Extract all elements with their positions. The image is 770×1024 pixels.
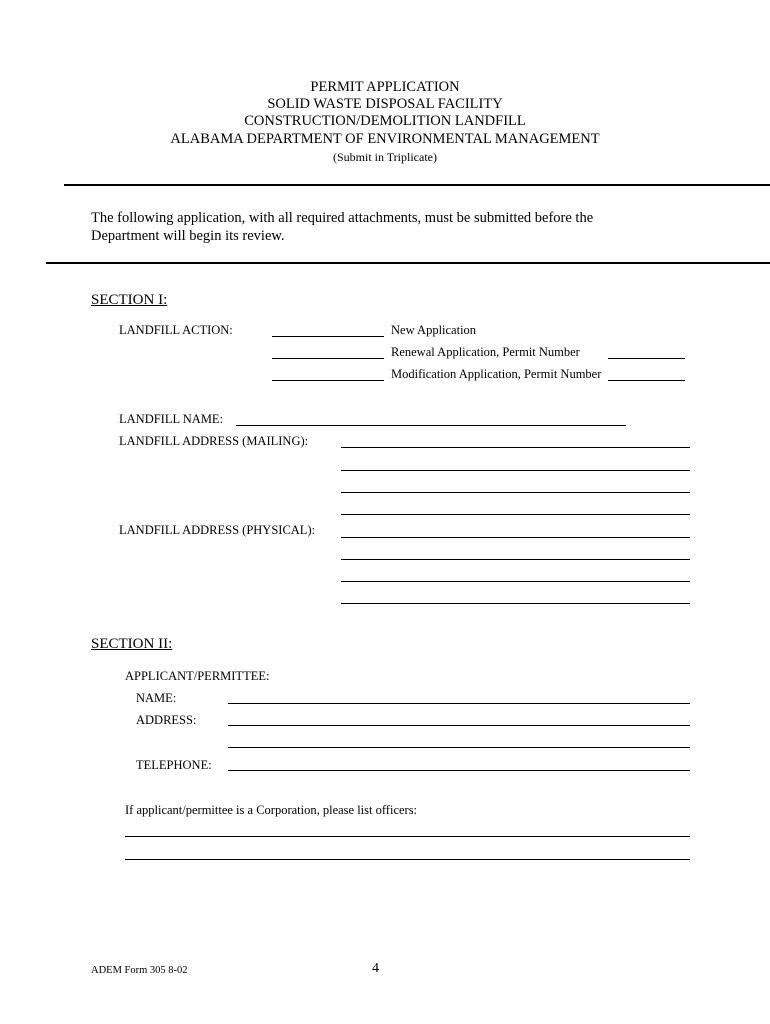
physical-address-line-2[interactable]	[341, 559, 690, 560]
name-label: NAME:	[136, 691, 177, 705]
intro-divider	[46, 262, 770, 264]
mailing-address-line-2[interactable]	[341, 470, 690, 471]
applicant-address-line-2[interactable]	[228, 747, 690, 748]
mailing-address-line-1[interactable]	[341, 447, 690, 448]
section-1-title: SECTION I:	[91, 292, 168, 308]
applicant-permittee-label: APPLICANT/PERMITTEE:	[125, 669, 270, 683]
mailing-address-line-3[interactable]	[341, 492, 690, 493]
physical-address-line-1[interactable]	[341, 537, 690, 538]
physical-address-line-4[interactable]	[341, 603, 690, 604]
section-2-title: SECTION II:	[91, 636, 173, 652]
physical-address-label: LANDFILL ADDRESS (PHYSICAL):	[119, 523, 316, 537]
form-id: ADEM Form 305 8-02	[91, 965, 188, 976]
modification-application-blank[interactable]	[272, 380, 384, 381]
telephone-label: TELEPHONE:	[136, 758, 212, 772]
modification-application-label: Modification Application, Permit Number	[391, 367, 602, 381]
address-label: ADDRESS:	[136, 713, 197, 727]
header-title-3: CONSTRUCTION/DEMOLITION LANDFILL	[244, 113, 526, 129]
renewal-application-blank[interactable]	[272, 358, 384, 359]
applicant-telephone-field[interactable]	[228, 770, 690, 771]
header-title-2: SOLID WASTE DISPOSAL FACILITY	[267, 96, 503, 112]
header-title-4: ALABAMA DEPARTMENT OF ENVIRONMENTAL MANAGEMENT	[170, 131, 600, 147]
applicant-address-line-1[interactable]	[228, 725, 690, 726]
landfill-name-label: LANDFILL NAME:	[119, 412, 224, 426]
header-submit-note: (Submit in Triplicate)	[332, 150, 437, 164]
page-number: 4	[372, 961, 379, 976]
new-application-label: New Application	[391, 323, 477, 337]
modification-permit-number-field[interactable]	[608, 380, 685, 381]
renewal-application-label: Renewal Application, Permit Number	[391, 345, 580, 359]
mailing-address-line-4[interactable]	[341, 514, 690, 515]
corporation-officers-note: If applicant/permittee is a Corporation, please list officers:	[125, 803, 418, 817]
header-title-1: PERMIT APPLICATION	[310, 79, 460, 95]
corporation-officers-line-1[interactable]	[125, 836, 690, 837]
landfill-name-field[interactable]	[236, 425, 626, 426]
renewal-permit-number-field[interactable]	[608, 358, 685, 359]
intro-line-2: Department will begin its review.	[91, 228, 285, 244]
corporation-officers-line-2[interactable]	[125, 859, 690, 860]
new-application-blank[interactable]	[272, 336, 384, 337]
applicant-name-field[interactable]	[228, 703, 690, 704]
mailing-address-label: LANDFILL ADDRESS (MAILING):	[119, 434, 309, 448]
physical-address-line-3[interactable]	[341, 581, 690, 582]
landfill-action-label: LANDFILL ACTION:	[119, 323, 233, 337]
header-divider	[64, 184, 770, 186]
intro-line-1: The following application, with all required attachments, must be submitted before the	[91, 210, 594, 226]
